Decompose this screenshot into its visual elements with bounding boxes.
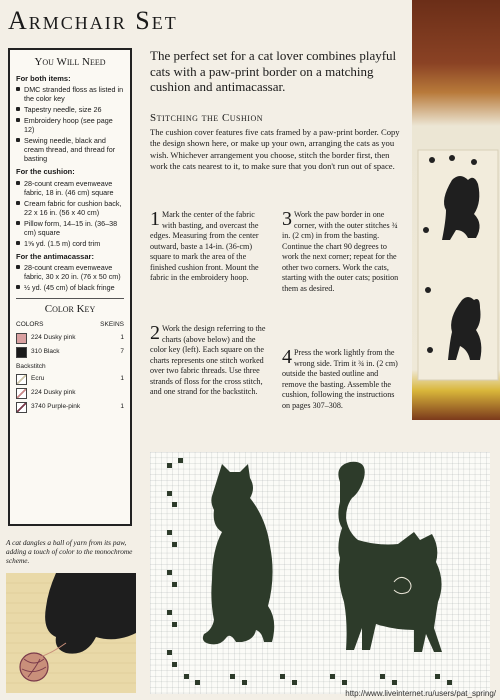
color-key-row	[16, 333, 124, 344]
step-number: 1	[150, 208, 160, 230]
section-heading: Stitching the Cushion	[150, 112, 263, 124]
cross-stitch-chart	[150, 452, 490, 694]
skeins-column-label: SKEINS	[100, 320, 124, 328]
page-title: Armchair Set	[8, 6, 178, 35]
step-text: Work the design referring to the charts (above below) and the color key (left). Each square on the charts represents one stitch worked over two fabric threads. Use three strands of floss for the cross stitch, and one strand for the backstitch.	[150, 324, 266, 397]
list-item: Pillow form, 14–15 in. (36–38 cm) square	[16, 219, 124, 237]
step-1	[150, 210, 268, 284]
list-item: 1⅝ yd. (1.5 m) cord trim	[16, 239, 124, 248]
list-item: Cream fabric for cushion back, 22 x 16 in. (56 x 40 cm)	[16, 199, 124, 217]
color-label: 224 Dusky pink	[31, 389, 76, 397]
pink-swatch-icon	[16, 333, 27, 344]
color-label: 3740 Purple-pink	[31, 403, 81, 411]
skein-count: 7	[120, 348, 124, 356]
list-item: DMC stranded floss as listed in the color key	[16, 85, 124, 103]
cushion-items-list	[16, 179, 124, 248]
chart-grid	[150, 452, 490, 694]
list-item: ½ yd. (45 cm) of black fringe	[16, 283, 124, 292]
color-label: Ecru	[31, 375, 45, 383]
both-items-list	[16, 85, 124, 163]
color-key-row	[16, 374, 124, 385]
backstitch-label: Backstitch	[16, 362, 46, 370]
step-number: 4	[282, 346, 292, 368]
color-key-row	[16, 402, 124, 413]
cat-yarn-illustration	[6, 573, 136, 693]
materials-sidebar	[8, 48, 132, 526]
color-key-heading: Color Key	[44, 302, 96, 315]
cat-yarn-photo	[6, 573, 136, 693]
photo-caption: A cat dangles a ball of yarn from its paw, adding a touch of color to the monochrome scheme.	[6, 538, 133, 566]
black-swatch-icon	[16, 347, 27, 358]
step-text: Work the paw border in one corner, with the outer stitches ¾ in. (2 cm) in from the basting. Continue the chart 90 degrees to work the next corner; repeat for the other two corners. Work the cats, starting with the outer cats; position them as desired.	[282, 210, 399, 293]
cushion-photo	[412, 0, 500, 420]
cushion-photo-illustration	[412, 0, 500, 420]
step-text: Mark the center of the fabric with basting, and overcast the edges. Measuring from the center outward, baste a 14-in. (36-cm) square to mark the area of the finished cushion front. Mount the fabric in the embroidery hoop.	[150, 210, 259, 283]
both-items-label: For both items:	[16, 73, 71, 83]
step-number: 2	[150, 322, 160, 344]
list-item: 28-count cream evenweave fabric, 18 in. (46 cm) square	[16, 179, 124, 197]
skein-count: 1	[120, 403, 124, 411]
step-2	[150, 324, 268, 398]
list-item: 28-count cream evenweave fabric, 30 x 20 in. (76 x 50 cm)	[16, 263, 124, 281]
intro-paragraph: The perfect set for a cat lover combines playful cats with a paw-print border on a matching cushion and antimacassar.	[150, 48, 397, 95]
backstitch-line-icon	[16, 374, 27, 385]
step-text: Press the work lightly from the wrong side. Trim it ¾ in. (2 cm) outside the basted outline and remove the basting. Assemble the cushion, following the instructions on pages 307–308.	[282, 348, 398, 410]
color-key-row	[16, 388, 124, 399]
antimacassar-items-label: For the antimacassar:	[16, 251, 94, 261]
list-item: Sewing needle, black and cream thread, and thread for basting	[16, 136, 124, 163]
step-3	[282, 210, 404, 294]
backstitch-line-icon	[16, 402, 27, 413]
colors-column-label: COLORS	[16, 320, 44, 328]
color-key-header	[16, 321, 124, 329]
antimacassar-items-list	[16, 263, 124, 292]
skein-count: 1	[120, 375, 124, 383]
list-item: Tapestry needle, size 26	[16, 105, 124, 114]
list-item: Embroidery hoop (see page 12)	[16, 116, 124, 134]
color-key-row	[16, 347, 124, 358]
color-label: 224 Dusky pink	[31, 334, 76, 342]
backstitch-line-icon	[16, 388, 27, 399]
sidebar-heading: You Will Need	[34, 56, 106, 68]
step-number: 3	[282, 208, 292, 230]
watermark-url: http://www.liveinternet.ru/users/pat_spring/	[345, 689, 496, 698]
divider	[16, 298, 124, 299]
body-paragraph: The cushion cover features five cats framed by a paw-print border. Copy the design shown here, or make up your own, arranging the cats as you wish. Whichever arrangement you choose, stitch the border first, then work the cats nearest to it, to make sure that you don't run out of space.	[150, 127, 400, 172]
step-4	[282, 348, 404, 411]
cushion-items-label: For the cushion:	[16, 167, 75, 177]
color-label: 310 Black	[31, 348, 60, 356]
skein-count: 1	[120, 334, 124, 342]
